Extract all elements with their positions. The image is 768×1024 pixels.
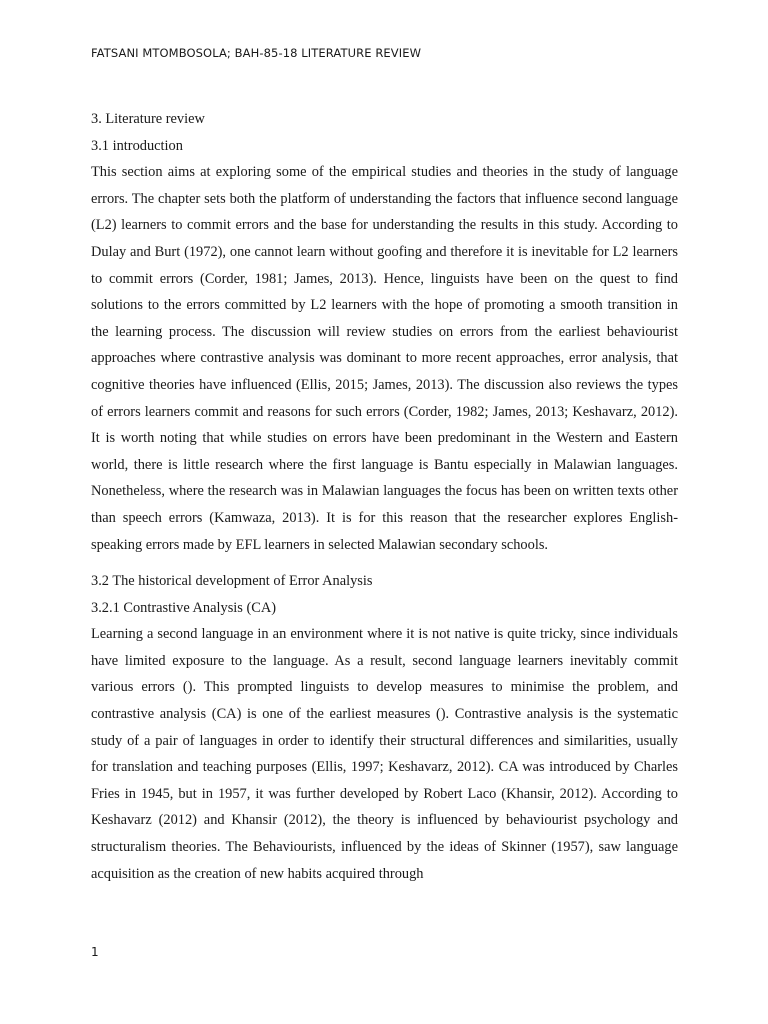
section-heading: 3. Literature review <box>91 111 205 127</box>
ca-paragraph: Learning a second language in an environment where it is not native is quite tricky, since individuals have limited exposure to the language. As a result, second language learners inevitably commit various errors (). This prompted linguists to develop measures to minimise the problem, and contrastive analysis (CA) is one of the earliest measures (). Contrastive analysis is the systematic study of a pair of languages in order to identify their structural differences and similarities, usually for translation and teaching purposes (Ellis, 1997; Keshavarz, 2012). CA was introduced by Charles Fries in 1945, but in 1957, it was further developed by Robert Laco (Khansir, 2012). According to Keshavarz (2012) and Khansir (2012), the theory is influenced by behaviourist psychology and structuralism theories. The Behaviourists, influenced by the ideas of Skinner (1957), saw language acquisition as the creation of new habits acquired through <box>91 626 678 882</box>
history-heading: 3.2 The historical development of Error Analysis <box>91 573 373 590</box>
body-text <box>91 106 678 887</box>
ca-heading: 3.2.1 Contrastive Analysis (CA) <box>91 599 277 616</box>
intro-paragraph: This section aims at exploring some of the empirical studies and theories in the study of language errors. The chapter sets both the platform of understanding the factors that influence second language (L2) learners to commit errors and the base for understanding the results in this study. According to Dulay and Burt (1972), one cannot learn without goofing and therefore it is inevitable for L2 learners to commit errors (Corder, 1981; James, 2013). Hence, linguists have been on the quest to find solutions to the errors committed by L2 learners with the hope of promoting a smooth transition in the learning process. The discussion will review studies on errors from the earliest behaviourist approaches where contrastive analysis was dominant to more recent approaches, error analysis, that cognitive theories have influenced (Ellis, 2015; James, 2013). The discussion also reviews the types of errors learners commit and reasons for such errors (Corder, 1982; James, 2013; Keshavarz, 2012). It is worth noting that while studies on errors have been predominant in the Western and Eastern world, there is little research where the first language is Bantu especially in Malawian languages. Nonetheless, where the research was in Malawian languages the focus has been on written texts other than speech errors (Kamwaza, 2013). It is for this reason that the researcher explores English-speaking errors made by EFL learners in selected Malawian secondary schools. <box>91 164 678 553</box>
running-header: FATSANI MTOMBOSOLA; BAH-85-18 LITERATURE REVIEW <box>91 46 422 60</box>
intro-heading: 3.1 introduction <box>91 137 183 154</box>
page-number: 1 <box>91 945 99 959</box>
paragraph-gap <box>91 558 678 568</box>
